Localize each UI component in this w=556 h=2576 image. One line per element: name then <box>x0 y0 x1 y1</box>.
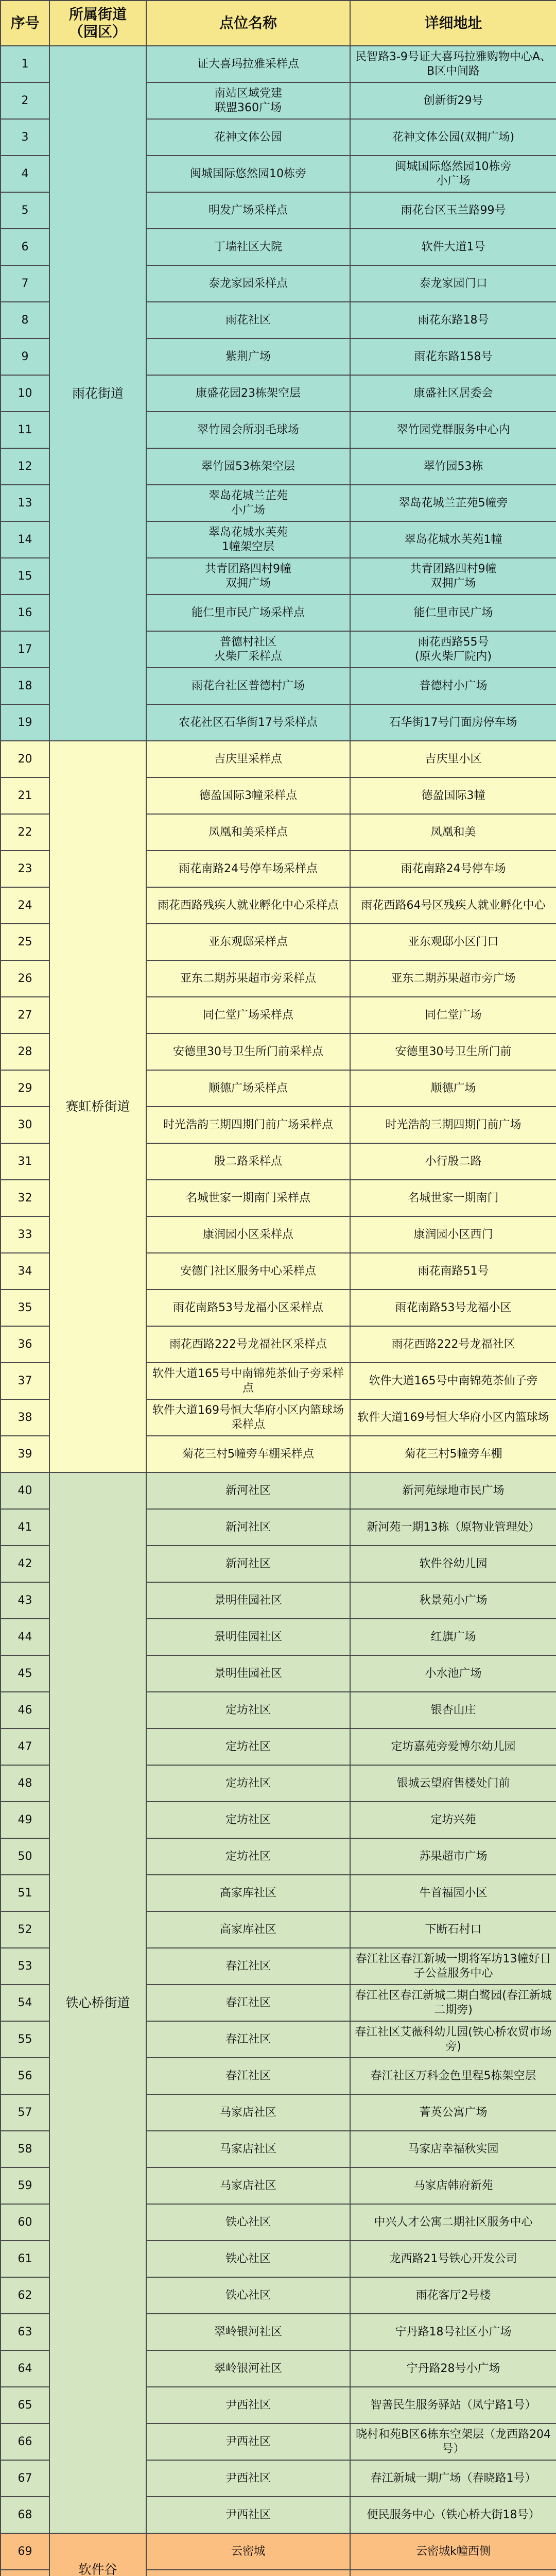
site-name-cell: 时光浩韵三期四期门前广场采样点 <box>146 1107 350 1143</box>
seq-cell: 40 <box>1 1472 49 1509</box>
seq-cell: 27 <box>1 997 49 1033</box>
table-row <box>1 2533 556 2570</box>
site-name-cell: 雨花台社区普德村广场 <box>146 668 350 704</box>
header-site: 点位名称 <box>146 1 350 46</box>
address-cell: 苏果超市广场 <box>350 1838 556 1875</box>
site-name-cell: 定坊社区 <box>146 1692 350 1728</box>
seq-cell: 50 <box>1 1838 49 1875</box>
seq-cell: 16 <box>1 595 49 631</box>
site-name-cell <box>146 2570 350 2576</box>
site-name-cell: 翠岭银河社区 <box>146 2314 350 2350</box>
site-name-cell: 殷二路采样点 <box>146 1143 350 1180</box>
seq-cell: 49 <box>1 1802 49 1838</box>
street-cell: 软件谷 <box>49 2533 146 2576</box>
seq-cell: 46 <box>1 1692 49 1728</box>
address-cell: 康润园小区西门 <box>350 1216 556 1253</box>
seq-cell: 14 <box>1 521 49 558</box>
seq-cell: 4 <box>1 156 49 192</box>
seq-cell: 64 <box>1 2350 49 2387</box>
address-cell: 康盛社区居委会 <box>350 375 556 412</box>
seq-cell: 67 <box>1 2460 49 2497</box>
site-name-cell: 马家店社区 <box>146 2167 350 2204</box>
table-body <box>1 46 556 2576</box>
seq-cell: 28 <box>1 1033 49 1070</box>
site-name-cell: 新河社区 <box>146 1509 350 1546</box>
address-cell: 创新街29号 <box>350 82 556 119</box>
address-cell: 智善民生服务驿站（凤宁路1号） <box>350 2387 556 2424</box>
site-name-cell: 春江社区 <box>146 2058 350 2094</box>
address-cell: 雨花西路64号区残疾人就业孵化中心 <box>350 887 556 924</box>
address-cell: 时光浩韵三期四期门前广场 <box>350 1107 556 1143</box>
address-cell: 翠竹园53栋 <box>350 448 556 485</box>
street-cell: 铁心桥街道 <box>49 1472 146 2533</box>
site-name-cell: 春江社区 <box>146 1985 350 2021</box>
address-cell: 小行殷二路 <box>350 1143 556 1180</box>
seq-cell: 66 <box>1 2424 49 2460</box>
seq-cell: 62 <box>1 2277 49 2314</box>
seq-cell: 2 <box>1 82 49 119</box>
seq-cell: 10 <box>1 375 49 412</box>
address-cell: 宁丹路18号社区小广场 <box>350 2314 556 2350</box>
seq-cell: 13 <box>1 485 49 521</box>
seq-cell: 36 <box>1 1326 49 1363</box>
site-name-cell: 共青团路四村9幢 双拥广场 <box>146 558 350 595</box>
address-cell: 能仁里市民广场 <box>350 595 556 631</box>
site-name-cell: 丁墙社区大院 <box>146 229 350 265</box>
address-cell: 菊花三村5幢旁车棚 <box>350 1436 556 1472</box>
site-name-cell: 能仁里市民广场采样点 <box>146 595 350 631</box>
seq-cell: 63 <box>1 2314 49 2350</box>
address-cell: 雨花南路24号停车场 <box>350 851 556 887</box>
address-cell: 便民服务中心（铁心桥大街18号） <box>350 2497 556 2533</box>
seq-cell: 26 <box>1 960 49 997</box>
seq-cell: 32 <box>1 1180 49 1216</box>
seq-cell: 23 <box>1 851 49 887</box>
seq-cell: 9 <box>1 338 49 375</box>
site-name-cell: 凤凰和美采样点 <box>146 814 350 851</box>
seq-cell: 35 <box>1 1290 49 1326</box>
address-cell: 晓村和苑B区6栋东空架层（龙西路204号） <box>350 2424 556 2460</box>
site-name-cell: 花神文体公园 <box>146 119 350 156</box>
site-name-cell: 闽城国际悠然园10栋旁 <box>146 156 350 192</box>
site-name-cell: 定坊社区 <box>146 1838 350 1875</box>
site-name-cell: 名城世家一期南门采样点 <box>146 1180 350 1216</box>
seq-cell: 21 <box>1 777 49 814</box>
seq-cell: 8 <box>1 302 49 338</box>
seq-cell: 56 <box>1 2058 49 2094</box>
table-row <box>1 741 556 777</box>
address-cell: 亚东观邸小区门口 <box>350 924 556 960</box>
seq-cell <box>1 2570 49 2576</box>
seq-cell: 60 <box>1 2204 49 2241</box>
site-name-cell: 软件大道165号中南锦苑茶仙子旁采样点 <box>146 1363 350 1399</box>
site-name-cell: 雨花南路24号停车场采样点 <box>146 851 350 887</box>
seq-cell: 22 <box>1 814 49 851</box>
site-name-cell: 明发广场采样点 <box>146 192 350 229</box>
seq-cell: 20 <box>1 741 49 777</box>
address-cell: 下断石村口 <box>350 1911 556 1948</box>
site-name-cell: 春江社区 <box>146 1948 350 1985</box>
seq-cell: 7 <box>1 265 49 302</box>
seq-cell: 43 <box>1 1582 49 1619</box>
seq-cell: 53 <box>1 1948 49 1985</box>
site-name-cell: 高家库社区 <box>146 1875 350 1911</box>
table-row <box>1 46 556 82</box>
site-name-cell: 雨花西路残疾人就业孵化中心采样点 <box>146 887 350 924</box>
address-cell <box>350 2570 556 2576</box>
site-name-cell: 翠竹园会所羽毛球场 <box>146 412 350 448</box>
site-name-cell: 新河社区 <box>146 1472 350 1509</box>
site-name-cell: 南站区域党建 联盟360广场 <box>146 82 350 119</box>
address-cell: 普德村小广场 <box>350 668 556 704</box>
site-name-cell: 铁心社区 <box>146 2241 350 2277</box>
address-cell: 龙西路21号铁心开发公司 <box>350 2241 556 2277</box>
site-name-cell: 翠竹园53栋架空层 <box>146 448 350 485</box>
site-name-cell: 景明佳园社区 <box>146 1582 350 1619</box>
site-name-cell: 新河社区 <box>146 1546 350 1582</box>
site-name-cell: 同仁堂广场采样点 <box>146 997 350 1033</box>
seq-cell: 42 <box>1 1546 49 1582</box>
address-cell: 雨花西路55号 (原火柴厂院内) <box>350 631 556 668</box>
seq-cell: 45 <box>1 1655 49 1692</box>
address-cell: 翠竹园党群服务中心内 <box>350 412 556 448</box>
address-cell: 银杏山庄 <box>350 1692 556 1728</box>
site-name-cell: 春江社区 <box>146 2021 350 2058</box>
seq-cell: 65 <box>1 2387 49 2424</box>
address-cell: 定坊兴苑 <box>350 1802 556 1838</box>
address-cell: 名城世家一期南门 <box>350 1180 556 1216</box>
seq-cell: 37 <box>1 1363 49 1399</box>
seq-cell: 48 <box>1 1765 49 1802</box>
site-name-cell: 泰龙家园采样点 <box>146 265 350 302</box>
site-name-cell: 尹西社区 <box>146 2497 350 2533</box>
seq-cell: 55 <box>1 2021 49 2058</box>
seq-cell: 38 <box>1 1399 49 1436</box>
seq-cell: 68 <box>1 2497 49 2533</box>
seq-cell: 58 <box>1 2131 49 2167</box>
address-cell: 软件大道1号 <box>350 229 556 265</box>
seq-cell: 5 <box>1 192 49 229</box>
address-cell: 顺德广场 <box>350 1070 556 1107</box>
address-cell: 同仁堂广场 <box>350 997 556 1033</box>
address-cell: 春江社区万科金色里程5栋架空层 <box>350 2058 556 2094</box>
seq-cell: 19 <box>1 704 49 741</box>
seq-cell: 51 <box>1 1875 49 1911</box>
address-cell: 闽城国际悠然园10栋旁 小广场 <box>350 156 556 192</box>
site-name-cell: 顺德广场采样点 <box>146 1070 350 1107</box>
address-cell: 马家店幸福秋实园 <box>350 2131 556 2167</box>
seq-cell: 61 <box>1 2241 49 2277</box>
address-cell: 红旗广场 <box>350 1619 556 1655</box>
site-name-cell: 普德村社区 火柴厂采样点 <box>146 631 350 668</box>
site-name-cell: 软件大道169号恒大华府小区内篮球场采样点 <box>146 1399 350 1436</box>
seq-cell: 12 <box>1 448 49 485</box>
header-street: 所属街道 （园区） <box>49 1 146 46</box>
site-name-cell: 德盈国际3幢采样点 <box>146 777 350 814</box>
site-name-cell: 吉庆里采样点 <box>146 741 350 777</box>
address-cell: 菁英公寓广场 <box>350 2094 556 2131</box>
site-name-cell: 尹西社区 <box>146 2460 350 2497</box>
address-cell: 春江社区春江新城二期白鹭园(春江新城二期旁) <box>350 1985 556 2021</box>
site-name-cell: 景明佳园社区 <box>146 1619 350 1655</box>
address-cell: 民智路3-9号证大喜玛拉雅购物中心A、B区中间路 <box>350 46 556 82</box>
address-cell: 雨花客厅2号楼 <box>350 2277 556 2314</box>
site-name-cell: 高家库社区 <box>146 1911 350 1948</box>
seq-cell: 34 <box>1 1253 49 1290</box>
street-cell: 雨花街道 <box>49 46 146 741</box>
address-cell: 雨花东路18号 <box>350 302 556 338</box>
seq-cell: 52 <box>1 1911 49 1948</box>
address-cell: 春江社区艾薇科幼儿园(铁心桥农贸市场旁) <box>350 2021 556 2058</box>
address-cell: 亚东二期苏果超市旁广场 <box>350 960 556 997</box>
site-name-cell: 铁心社区 <box>146 2277 350 2314</box>
address-cell: 雨花台区玉兰路99号 <box>350 192 556 229</box>
address-cell: 定坊嘉苑旁爱博尔幼儿园 <box>350 1728 556 1765</box>
seq-cell: 17 <box>1 631 49 668</box>
site-name-cell: 农花社区石华街17号采样点 <box>146 704 350 741</box>
seq-cell: 69 <box>1 2533 49 2570</box>
site-name-cell: 紫荆广场 <box>146 338 350 375</box>
seq-cell: 11 <box>1 412 49 448</box>
address-cell: 雨花南路51号 <box>350 1253 556 1290</box>
seq-cell: 47 <box>1 1728 49 1765</box>
site-name-cell: 翠岛花城水芙苑 1幢架空层 <box>146 521 350 558</box>
site-name-cell: 亚东二期苏果超市旁采样点 <box>146 960 350 997</box>
address-cell: 中兴人才公寓二期社区服务中心 <box>350 2204 556 2241</box>
site-name-cell: 马家店社区 <box>146 2131 350 2167</box>
header-address: 详细地址 <box>350 1 556 46</box>
seq-cell: 3 <box>1 119 49 156</box>
address-cell: 花神文体公园(双拥广场) <box>350 119 556 156</box>
site-name-cell: 马家店社区 <box>146 2094 350 2131</box>
site-name-cell: 安德门社区服务中心采样点 <box>146 1253 350 1290</box>
seq-cell: 15 <box>1 558 49 595</box>
address-cell: 宁丹路28号小广场 <box>350 2350 556 2387</box>
address-cell: 春江社区春江新城一期将军坊13幢好日子公益服务中心 <box>350 1948 556 1985</box>
site-name-cell: 雨花南路53号龙福小区采样点 <box>146 1290 350 1326</box>
site-name-cell: 康润园小区采样点 <box>146 1216 350 1253</box>
site-name-cell: 定坊社区 <box>146 1728 350 1765</box>
seq-cell: 44 <box>1 1619 49 1655</box>
address-cell: 新河苑一期13栋（原物业管理处） <box>350 1509 556 1546</box>
site-name-cell: 翠岛花城兰芷苑 小广场 <box>146 485 350 521</box>
address-cell: 软件谷幼儿园 <box>350 1546 556 1582</box>
address-cell: 雨花东路158号 <box>350 338 556 375</box>
site-name-cell: 景明佳园社区 <box>146 1655 350 1692</box>
table-row <box>1 1472 556 1509</box>
site-name-cell: 雨花西路222号龙福社区采样点 <box>146 1326 350 1363</box>
site-name-cell: 康盛花园23栋架空层 <box>146 375 350 412</box>
address-cell: 安德里30号卫生所门前 <box>350 1033 556 1070</box>
address-cell: 软件大道165号中南锦苑茶仙子旁 <box>350 1363 556 1399</box>
address-cell: 小水池广场 <box>350 1655 556 1692</box>
site-name-cell: 定坊社区 <box>146 1802 350 1838</box>
address-cell: 泰龙家园门口 <box>350 265 556 302</box>
header-seq: 序号 <box>1 1 49 46</box>
seq-cell: 33 <box>1 1216 49 1253</box>
site-name-cell: 铁心社区 <box>146 2204 350 2241</box>
site-name-cell: 雨花社区 <box>146 302 350 338</box>
address-cell: 新河苑绿地市民广场 <box>350 1472 556 1509</box>
site-name-cell: 云密城 <box>146 2533 350 2570</box>
site-name-cell: 证大喜玛拉雅采样点 <box>146 46 350 82</box>
seq-cell: 30 <box>1 1107 49 1143</box>
site-name-cell: 尹西社区 <box>146 2424 350 2460</box>
address-cell: 软件大道169号恒大华府小区内篮球场 <box>350 1399 556 1436</box>
address-cell: 牛首福园小区 <box>350 1875 556 1911</box>
address-cell: 雨花南路53号龙福小区 <box>350 1290 556 1326</box>
seq-cell: 29 <box>1 1070 49 1107</box>
site-name-cell: 翠岭银河社区 <box>146 2350 350 2387</box>
site-name-cell: 亚东观邸采样点 <box>146 924 350 960</box>
address-cell: 凤凰和美 <box>350 814 556 851</box>
address-cell: 吉庆里小区 <box>350 741 556 777</box>
address-cell: 云密城k幢西侧 <box>350 2533 556 2570</box>
seq-cell: 57 <box>1 2094 49 2131</box>
address-cell: 秋景苑小广场 <box>350 1582 556 1619</box>
address-cell: 德盈国际3幢 <box>350 777 556 814</box>
street-cell: 赛虹桥街道 <box>49 741 146 1472</box>
seq-cell: 1 <box>1 46 49 82</box>
address-cell: 石华街17号门面房停车场 <box>350 704 556 741</box>
site-name-cell: 尹西社区 <box>146 2387 350 2424</box>
address-cell: 银城云望府售楼处门前 <box>350 1765 556 1802</box>
seq-cell: 39 <box>1 1436 49 1472</box>
seq-cell: 31 <box>1 1143 49 1180</box>
seq-cell: 41 <box>1 1509 49 1546</box>
address-cell: 春江新城一期广场（春晓路1号） <box>350 2460 556 2497</box>
address-cell: 雨花西路222号龙福社区 <box>350 1326 556 1363</box>
address-cell: 翠岛花城兰芷苑5幢旁 <box>350 485 556 521</box>
seq-cell: 6 <box>1 229 49 265</box>
address-cell: 共青团路四村9幢 双拥广场 <box>350 558 556 595</box>
address-cell: 翠岛花城水芙苑1幢 <box>350 521 556 558</box>
seq-cell: 54 <box>1 1985 49 2021</box>
seq-cell: 18 <box>1 668 49 704</box>
site-name-cell: 菊花三村5幢旁车棚采样点 <box>146 1436 350 1472</box>
address-cell: 马家店韩府新苑 <box>350 2167 556 2204</box>
site-name-cell: 安德里30号卫生所门前采样点 <box>146 1033 350 1070</box>
table-header-row <box>1 1 556 46</box>
seq-cell: 59 <box>1 2167 49 2204</box>
site-name-cell: 定坊社区 <box>146 1765 350 1802</box>
seq-cell: 25 <box>1 924 49 960</box>
seq-cell: 24 <box>1 887 49 924</box>
